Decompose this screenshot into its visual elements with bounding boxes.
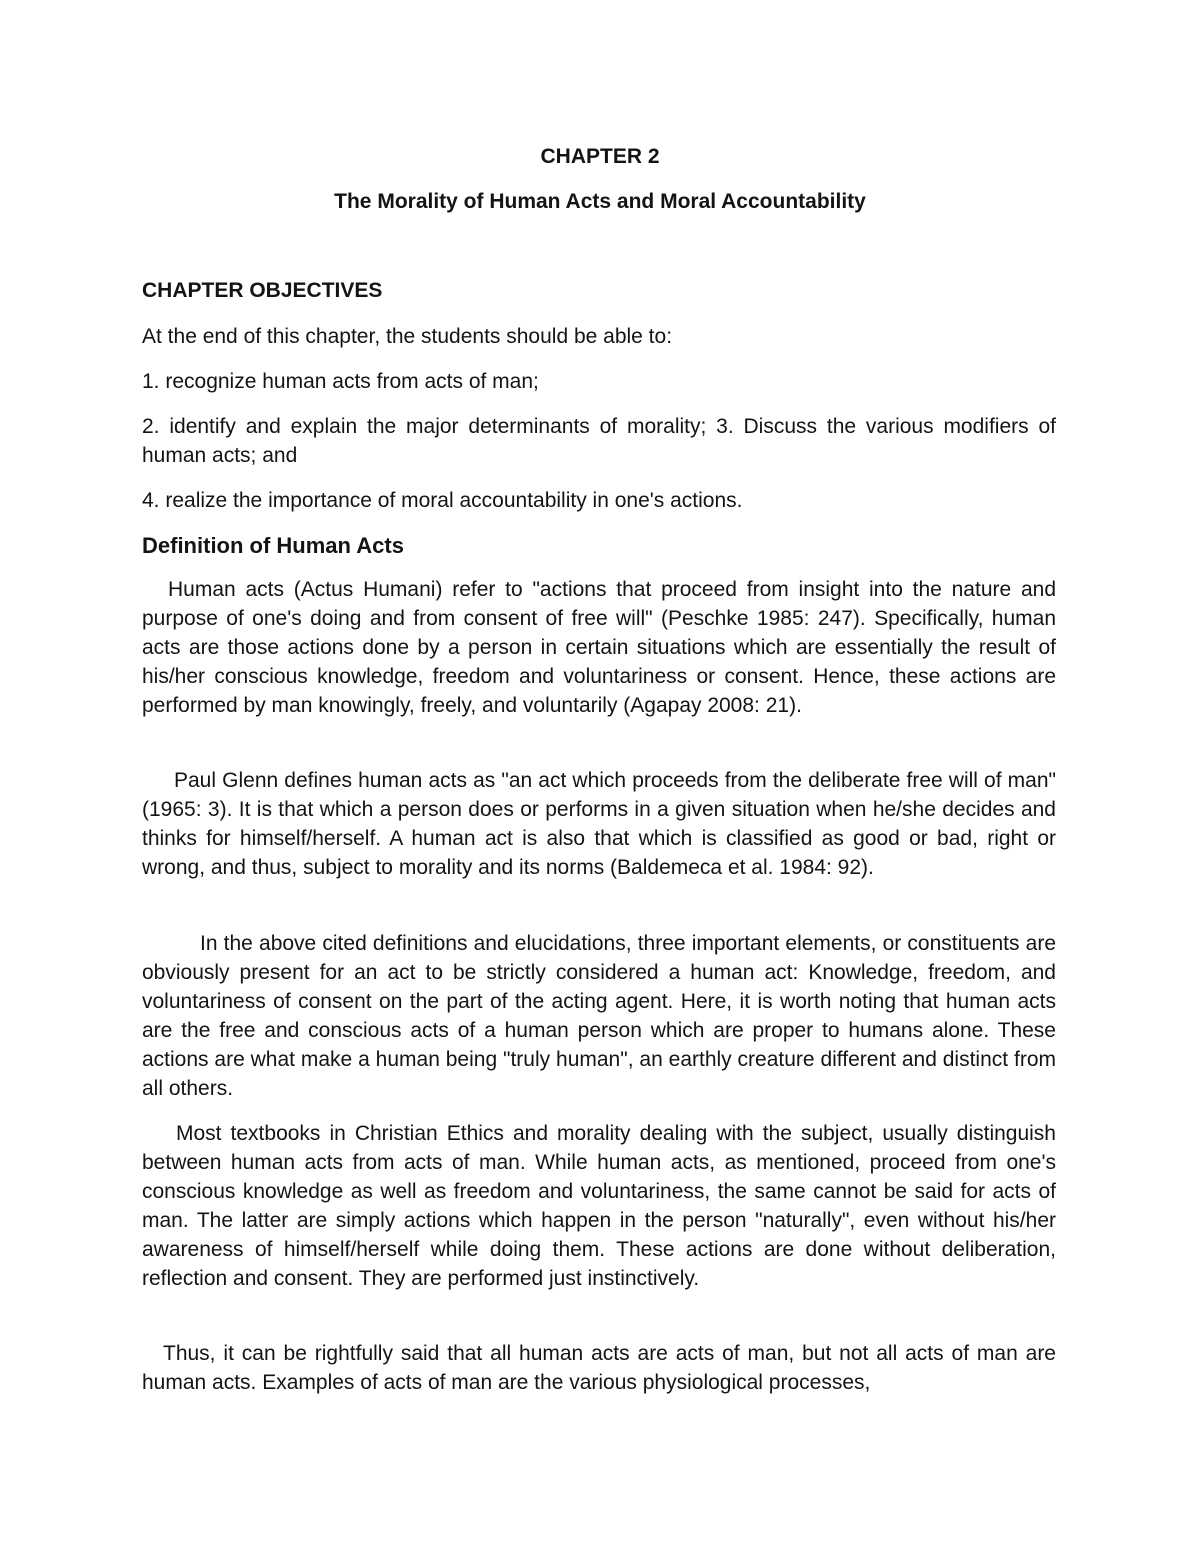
chapter-number: CHAPTER 2 [540, 145, 660, 168]
definition-paragraph-4: Most textbooks in Christian Ethics and morality dealing with the subject, usually distinguish between human acts from acts of man. While human acts, as mentioned, proceed from one's conscious knowledge as well as freedom and voluntariness, the same cannot be said for acts of man. The latter are simply actions which happen in the person "naturally", even without his/her awareness of himself/herself while doing them. These actions are done without deliberation, reflection and consent. They are performed just instinctively. [142, 1122, 1056, 1290]
definition-paragraph-2: Paul Glenn defines human acts as "an act which proceeds from the deliberate free will of man" (1965: 3). It is that which a person does or performs in a given situation when he/she decides and thinks for himself/herself. A human act is also that which is classified as good or bad, right or wrong, and thus, subject to morality and its norms (Baldemeca et al. 1984: 92). [142, 769, 1056, 879]
objectives-heading: CHAPTER OBJECTIVES [142, 279, 383, 302]
objective-item-2: 2. identify and explain the major determinants of morality; 3. Discuss the various modifiers of human acts; and [142, 415, 1056, 467]
objective-item-4: 4. realize the importance of moral accountability in one's actions. [142, 489, 743, 512]
objectives-intro: At the end of this chapter, the students should be able to: [142, 325, 673, 348]
definition-paragraph-1: Human acts (Actus Humani) refer to "actions that proceed from insight into the nature and purpose of one's doing and from consent of free will" (Peschke 1985: 247). Specifically, human acts are those actions done by a person in certain situations which are essentially the result of his/her conscious knowledge, freedom and voluntariness or consent. Hence, these actions are performed by man knowingly, freely, and voluntarily (Agapay 2008: 21). [142, 578, 1056, 717]
objective-item-1: 1. recognize human acts from acts of man; [142, 370, 539, 393]
definition-paragraph-3: In the above cited definitions and elucidations, three important elements, or constituents are obviously present for an act to be strictly considered a human act: Knowledge, freedom, and voluntariness of consent on the part of the acting agent. Here, it is worth noting that human acts are the free and conscious acts of a human person which are proper to humans alone. These actions are what make a human being "truly human", an earthly creature different and distinct from all others. [142, 932, 1056, 1100]
chapter-title: The Morality of Human Acts and Moral Accountability [334, 190, 866, 213]
definition-paragraph-5: Thus, it can be rightfully said that all human acts are acts of man, but not all acts of man are human acts. Examples of acts of man are the various physiological processes, [142, 1342, 1056, 1394]
section-heading-definition: Definition of Human Acts [142, 533, 404, 558]
